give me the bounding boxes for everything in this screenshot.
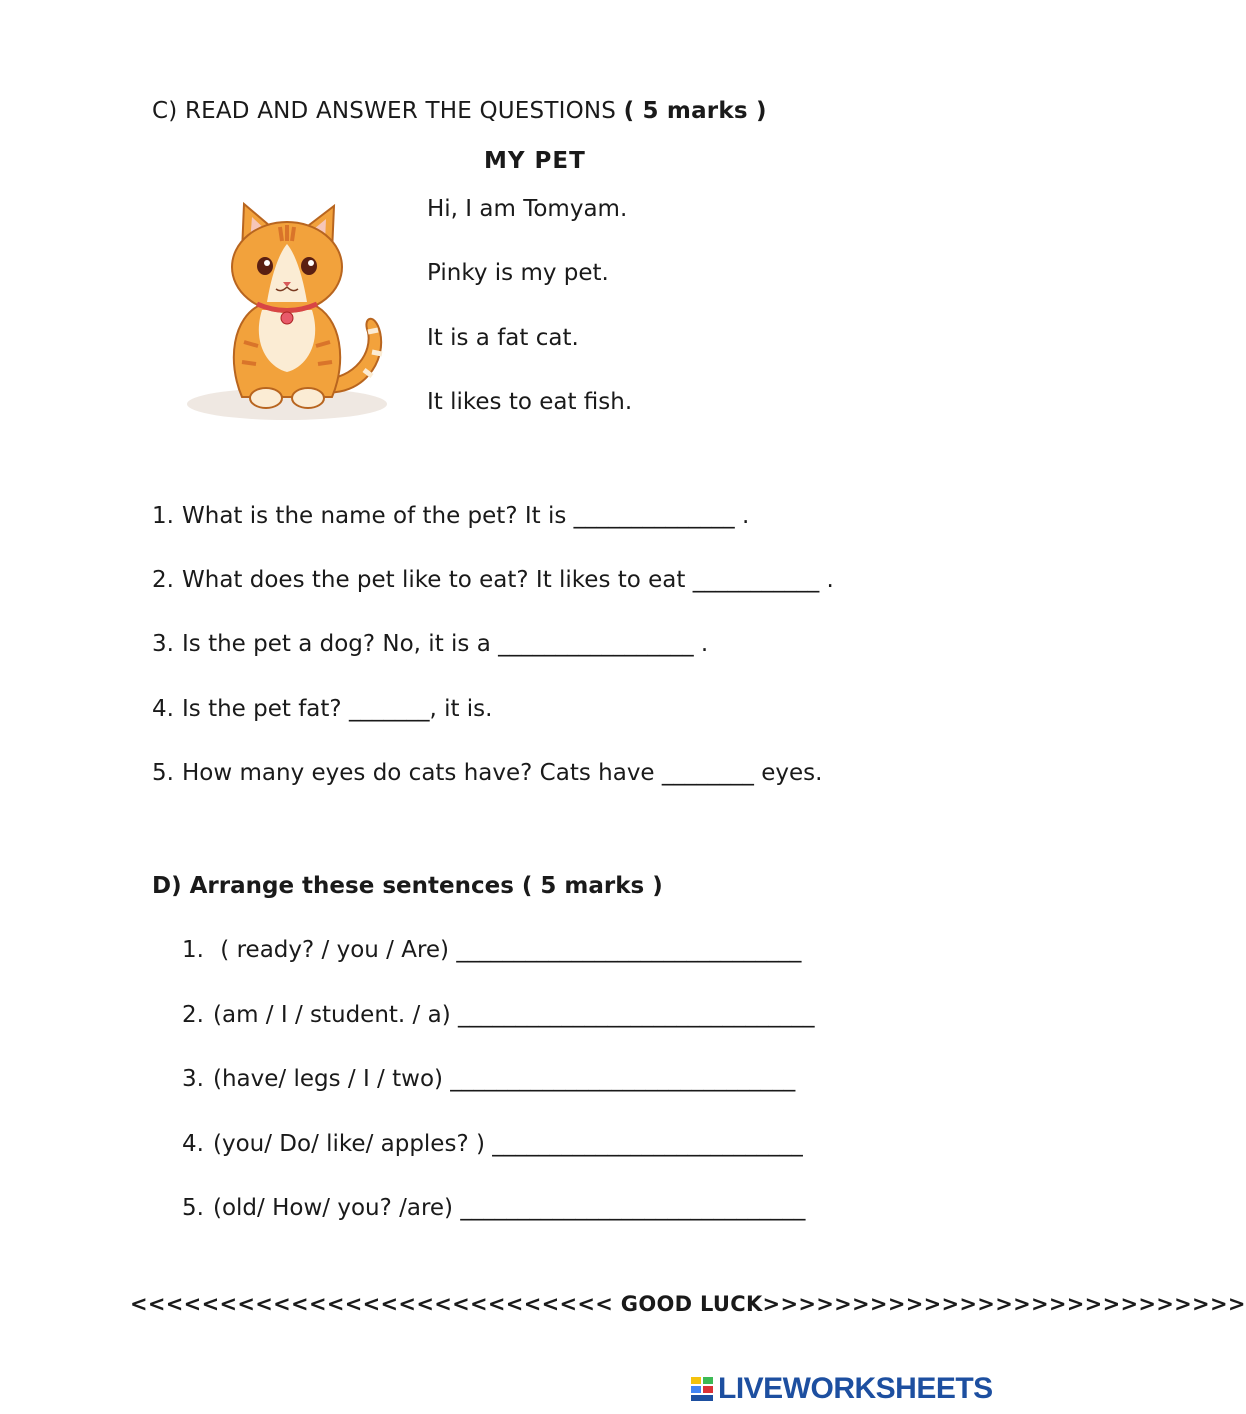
question-number: 4. — [152, 696, 174, 722]
arrange-number: 5. — [182, 1195, 204, 1221]
arrange-number: 1. — [182, 937, 204, 963]
section-c-marks: ( 5 marks ) — [623, 98, 767, 124]
arrange-item-2 — [182, 1002, 814, 1028]
question-4 — [152, 696, 492, 722]
arrange-number: 2. — [182, 1002, 204, 1028]
section-c-heading-text: C) READ AND ANSWER THE QUESTIONS — [152, 98, 617, 124]
cat-illustration — [172, 192, 412, 434]
section-d-heading: D) Arrange these sentences ( 5 marks ) — [152, 873, 663, 899]
question-3 — [152, 631, 708, 657]
arrange-text: (am / I / student. / a) _______________________________ — [213, 1002, 815, 1028]
question-text: What does the pet like to eat? It likes to eat ___________ . — [182, 567, 834, 593]
question-5 — [152, 760, 822, 786]
story-line-4: It likes to eat fish. — [427, 389, 633, 415]
arrange-item-5 — [182, 1195, 805, 1221]
question-number: 5. — [152, 760, 174, 786]
good-luck-footer: <<<<<<<<<<<<<<<<<<<<<<<<<<< GOOD LUCK>>>>>>>>>>>>>>>>>>>>>>>>>>> — [130, 1292, 1246, 1316]
arrange-text: ( ready? / you / Are) ______________________________ — [213, 937, 802, 963]
brand-name: LIVEWORKSHEETS — [718, 1372, 993, 1405]
question-1 — [152, 503, 749, 529]
arrange-text: (have/ legs / I / two) ______________________________ — [213, 1066, 796, 1092]
question-number: 3. — [152, 631, 174, 657]
arrange-item-1 — [182, 937, 801, 963]
question-text: How many eyes do cats have? Cats have ________ eyes. — [182, 760, 823, 786]
arrange-number: 3. — [182, 1066, 204, 1092]
question-number: 1. — [152, 503, 174, 529]
arrange-item-4 — [182, 1131, 803, 1157]
question-text: Is the pet fat? _______, it is. — [182, 696, 493, 722]
arrange-item-3 — [182, 1066, 795, 1092]
story-line-3: It is a fat cat. — [427, 325, 579, 351]
question-2 — [152, 567, 834, 593]
story-line-2: Pinky is my pet. — [427, 260, 609, 286]
liveworksheets-logo-icon — [690, 1376, 714, 1402]
arrange-text: (old/ How/ you? /are) ______________________________ — [213, 1195, 806, 1221]
question-number: 2. — [152, 567, 174, 593]
question-text: What is the name of the pet? It is ______________ . — [182, 503, 750, 529]
section-c-heading — [152, 98, 767, 124]
liveworksheets-brand[interactable] — [690, 1372, 993, 1406]
story-line-1: Hi, I am Tomyam. — [427, 196, 628, 222]
arrange-text: (you/ Do/ like/ apples? ) ___________________________ — [213, 1131, 803, 1157]
question-text: Is the pet a dog? No, it is a _________________ . — [182, 631, 709, 657]
story-title: MY PET — [484, 148, 586, 174]
arrange-number: 4. — [182, 1131, 204, 1157]
